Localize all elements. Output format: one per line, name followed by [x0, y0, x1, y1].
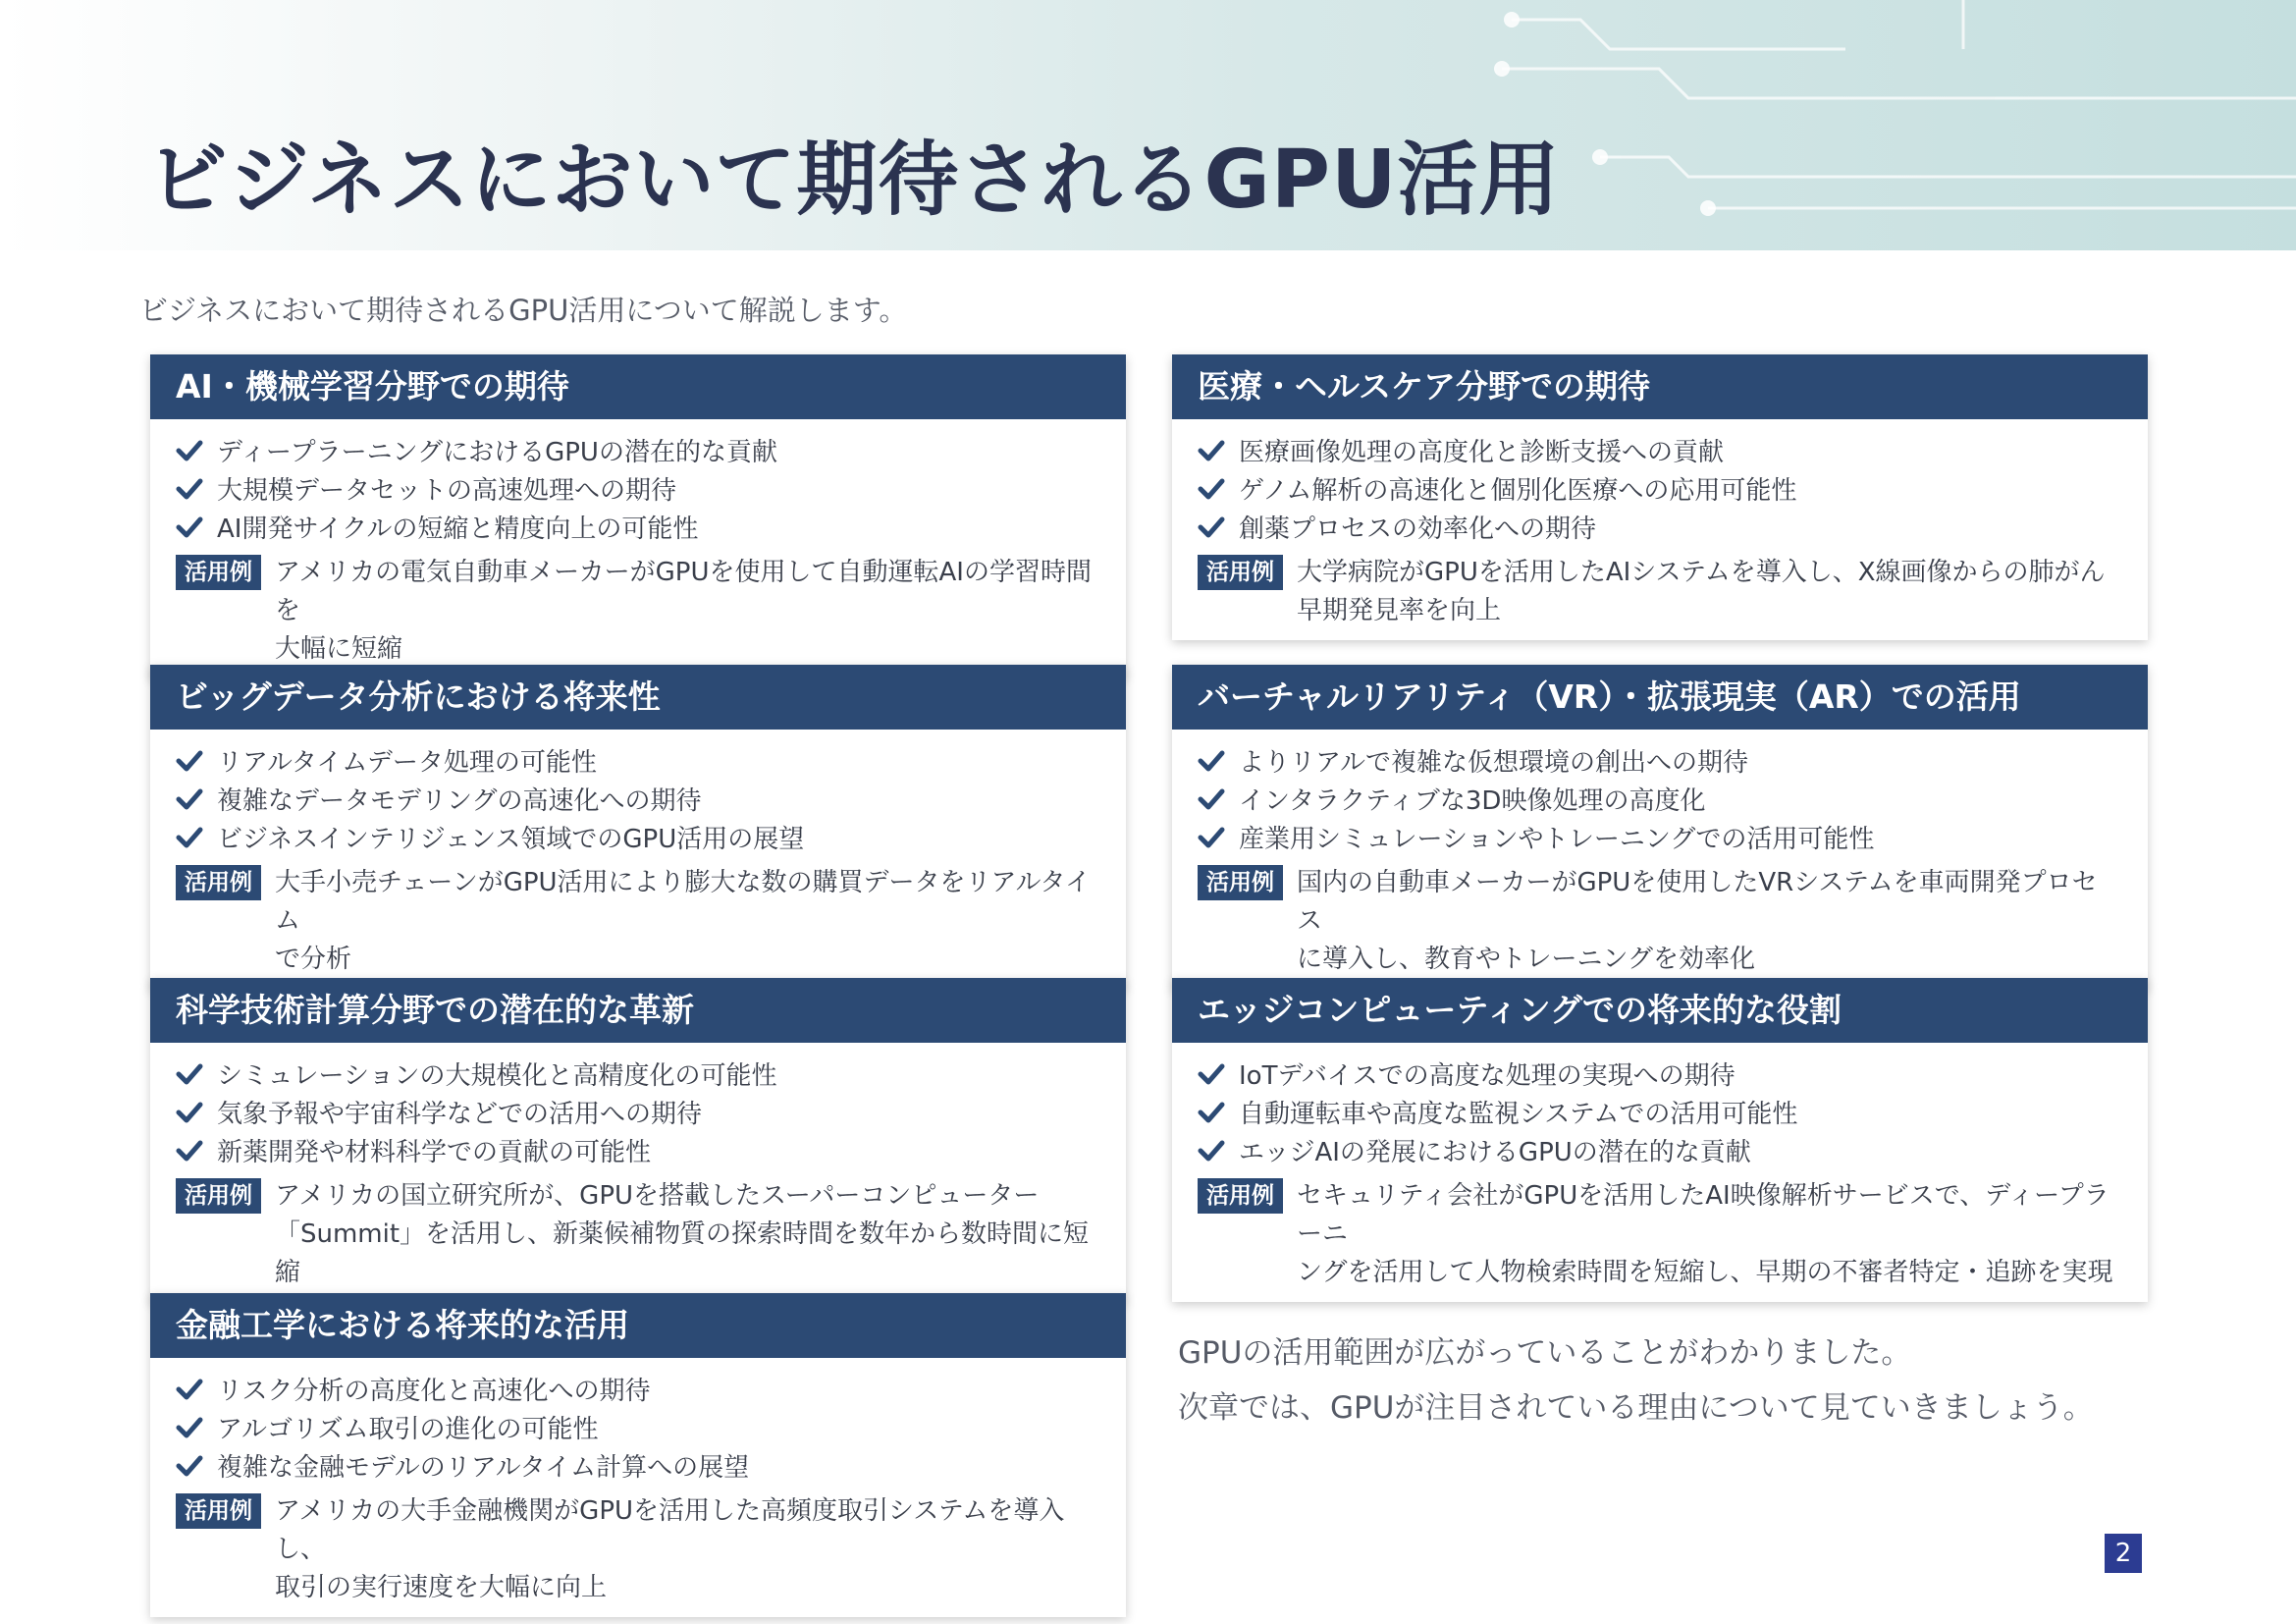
list-item-text: ディープラーニングにおけるGPUの潜在的な貢献	[217, 438, 777, 467]
card-title: エッジコンピューティングでの将来的な役割	[1172, 978, 2148, 1043]
checkmark-icon	[176, 787, 203, 811]
card-title: AI・機械学習分野での期待	[150, 354, 1126, 419]
example-line: アメリカの大手金融機関がGPUを活用した高頻度取引システムを導入し、	[275, 1496, 1065, 1564]
checkmark-icon	[176, 749, 203, 773]
intro-text: ビジネスにおいて期待されるGPU活用について解説します。	[139, 294, 908, 327]
list-item-text: リスク分析の高度化と高速化への期待	[217, 1377, 651, 1406]
example-block	[176, 554, 1100, 669]
example-text	[275, 1177, 1100, 1292]
example-line: 早期発見率を向上	[1297, 596, 1502, 625]
list-item	[1198, 1131, 2122, 1169]
checkmark-icon	[1198, 439, 1225, 462]
list-item-text: IoTデバイスでの高度な処理の実現への期待	[1239, 1061, 1735, 1091]
list-item-text: リアルタイムデータ処理の可能性	[217, 748, 597, 778]
list-item-text: 気象予報や宇宙科学などでの活用への期待	[217, 1100, 703, 1129]
example-text	[1297, 554, 2106, 630]
example-line: 「Summit」を活用し、新薬候補物質の探索時間を数年から数時間に短縮	[275, 1219, 1090, 1287]
list-item-text: 産業用シミュレーションやトレーニングでの活用可能性	[1239, 825, 1875, 854]
checkmark-icon	[1198, 826, 1225, 849]
example-block	[1198, 1177, 2122, 1292]
checkmark-icon	[1198, 515, 1225, 539]
checkmark-icon	[176, 477, 203, 501]
list-item	[1198, 469, 2122, 508]
checkmark-icon	[1198, 477, 1225, 501]
summary-line: GPUの活用範囲が広がっていることがわかりました。	[1178, 1335, 1912, 1371]
list-item	[176, 818, 1100, 856]
checkmark-icon	[1198, 787, 1225, 811]
example-text	[1297, 864, 2122, 979]
checkmark-icon	[1198, 1101, 1225, 1124]
example-badge: 活用例	[1198, 555, 1283, 590]
example-line: アメリカの電気自動車メーカーがGPUを使用して自動運転AIの学習時間を	[275, 558, 1092, 625]
card-scientific-computing	[150, 978, 1126, 1302]
list-item	[176, 1446, 1100, 1485]
list-item	[176, 469, 1100, 508]
example-block	[1198, 864, 2122, 979]
card-title: 金融工学における将来的な活用	[150, 1293, 1126, 1358]
example-badge: 活用例	[176, 555, 261, 590]
card-medical	[1172, 354, 2148, 640]
list-item	[176, 1408, 1100, 1446]
list-item-text: インタラクティブな3D映像処理の高度化	[1239, 786, 1706, 816]
checkmark-icon	[1198, 1139, 1225, 1163]
page-title: ビジネスにおいて期待されるGPU活用	[147, 134, 1561, 227]
card-financial-engineering	[150, 1293, 1126, 1617]
list-item-text: ゲノム解析の高速化と個別化医療への応用可能性	[1239, 476, 1797, 506]
list-item-text: 自動運転車や高度な監視システムでの活用可能性	[1239, 1100, 1798, 1129]
example-text	[275, 1492, 1100, 1607]
list-item-text: 複雑なデータモデリングの高速化への期待	[217, 786, 702, 816]
list-item	[176, 780, 1100, 818]
checkmark-icon	[176, 1062, 203, 1086]
list-item-text: 医療画像処理の高度化と診断支援への貢献	[1239, 438, 1725, 467]
example-badge: 活用例	[1198, 1178, 1283, 1214]
list-item	[176, 1093, 1100, 1131]
example-line: 大手小売チェーンがGPU活用により膨大な数の購買データをリアルタイム	[275, 868, 1091, 936]
list-item-text: アルゴリズム取引の進化の可能性	[217, 1415, 599, 1444]
checkmark-icon	[176, 1139, 203, 1163]
example-badge: 活用例	[176, 865, 261, 900]
example-block	[176, 864, 1100, 979]
list-item-text: エッジAIの発展におけるGPUの潜在的な貢献	[1239, 1138, 1751, 1167]
list-item	[176, 741, 1100, 780]
list-item-text: 複雑な金融モデルのリアルタイム計算への展望	[217, 1453, 750, 1483]
card-title: 科学技術計算分野での潜在的な革新	[150, 978, 1126, 1043]
checkmark-icon	[176, 439, 203, 462]
example-line: ングを活用して人物検索時間を短縮し、早期の不審者特定・追跡を実現	[1297, 1258, 2113, 1287]
list-item	[176, 431, 1100, 469]
list-item-text: AI開発サイクルの短縮と精度向上の可能性	[217, 514, 699, 544]
example-block	[176, 1177, 1100, 1292]
circuit-decoration	[1453, 0, 2296, 250]
example-line: アメリカの国立研究所が、GPUを搭載したスーパーコンピューター	[275, 1181, 1040, 1211]
example-text	[1297, 1177, 2122, 1292]
example-line: で分析	[275, 945, 352, 974]
example-badge: 活用例	[1198, 865, 1283, 900]
example-text	[275, 554, 1100, 669]
list-item-text: 創薬プロセスの効率化への期待	[1239, 514, 1597, 544]
example-line: セキュリティ会社がGPUを活用したAI映像解析サービスで、ディープラーニ	[1297, 1181, 2109, 1249]
list-item-text: 大規模データセットの高速処理への期待	[217, 476, 677, 506]
example-line: 取引の実行速度を大幅に向上	[275, 1573, 608, 1602]
card-bigdata	[150, 665, 1126, 989]
checkmark-icon	[176, 1416, 203, 1439]
checkmark-icon	[176, 1378, 203, 1401]
summary-line: 次章では、GPUが注目されている理由について見ていきましょう。	[1178, 1390, 2094, 1426]
list-item-text: 新薬開発や材料科学での貢献の可能性	[217, 1138, 652, 1167]
list-item	[176, 1370, 1100, 1408]
list-item	[1198, 818, 2122, 856]
example-line: 国内の自動車メーカーがGPUを使用したVRシステムを車両開発プロセス	[1297, 868, 2098, 936]
list-item	[176, 1131, 1100, 1169]
list-item-text: ビジネスインテリジェンス領域でのGPU活用の展望	[217, 825, 805, 854]
example-line: 大幅に短縮	[275, 634, 403, 664]
list-item	[176, 1055, 1100, 1093]
example-badge: 活用例	[176, 1178, 261, 1214]
card-title: バーチャルリアリティ（VR）・拡張現実（AR）での活用	[1172, 665, 2148, 730]
page-number: 2	[2105, 1534, 2142, 1573]
list-item	[1198, 508, 2122, 546]
card-edge-computing	[1172, 978, 2148, 1302]
example-text	[275, 864, 1100, 979]
checkmark-icon	[1198, 1062, 1225, 1086]
list-item	[1198, 1093, 2122, 1131]
list-item	[176, 508, 1100, 546]
list-item	[1198, 1055, 2122, 1093]
example-line: に導入し、教育やトレーニングを効率化	[1297, 945, 1755, 974]
summary-text	[1178, 1326, 2160, 1435]
example-block	[1198, 554, 2122, 630]
card-title: ビッグデータ分析における将来性	[150, 665, 1126, 730]
checkmark-icon	[176, 515, 203, 539]
example-badge: 活用例	[176, 1493, 261, 1529]
list-item	[1198, 780, 2122, 818]
example-block	[176, 1492, 1100, 1607]
checkmark-icon	[176, 1101, 203, 1124]
card-vr-ar	[1172, 665, 2148, 989]
list-item-text: よりリアルで複雑な仮想環境の創出への期待	[1239, 748, 1748, 778]
card-ai-ml	[150, 354, 1126, 678]
checkmark-icon	[1198, 749, 1225, 773]
card-title: 医療・ヘルスケア分野での期待	[1172, 354, 2148, 419]
checkmark-icon	[176, 1454, 203, 1478]
list-item-text: シミュレーションの大規模化と高精度化の可能性	[217, 1061, 777, 1091]
example-line: 大学病院がGPUを活用したAIシステムを導入し、X線画像からの肺がん	[1297, 558, 2106, 587]
list-item	[1198, 431, 2122, 469]
list-item	[1198, 741, 2122, 780]
checkmark-icon	[176, 826, 203, 849]
